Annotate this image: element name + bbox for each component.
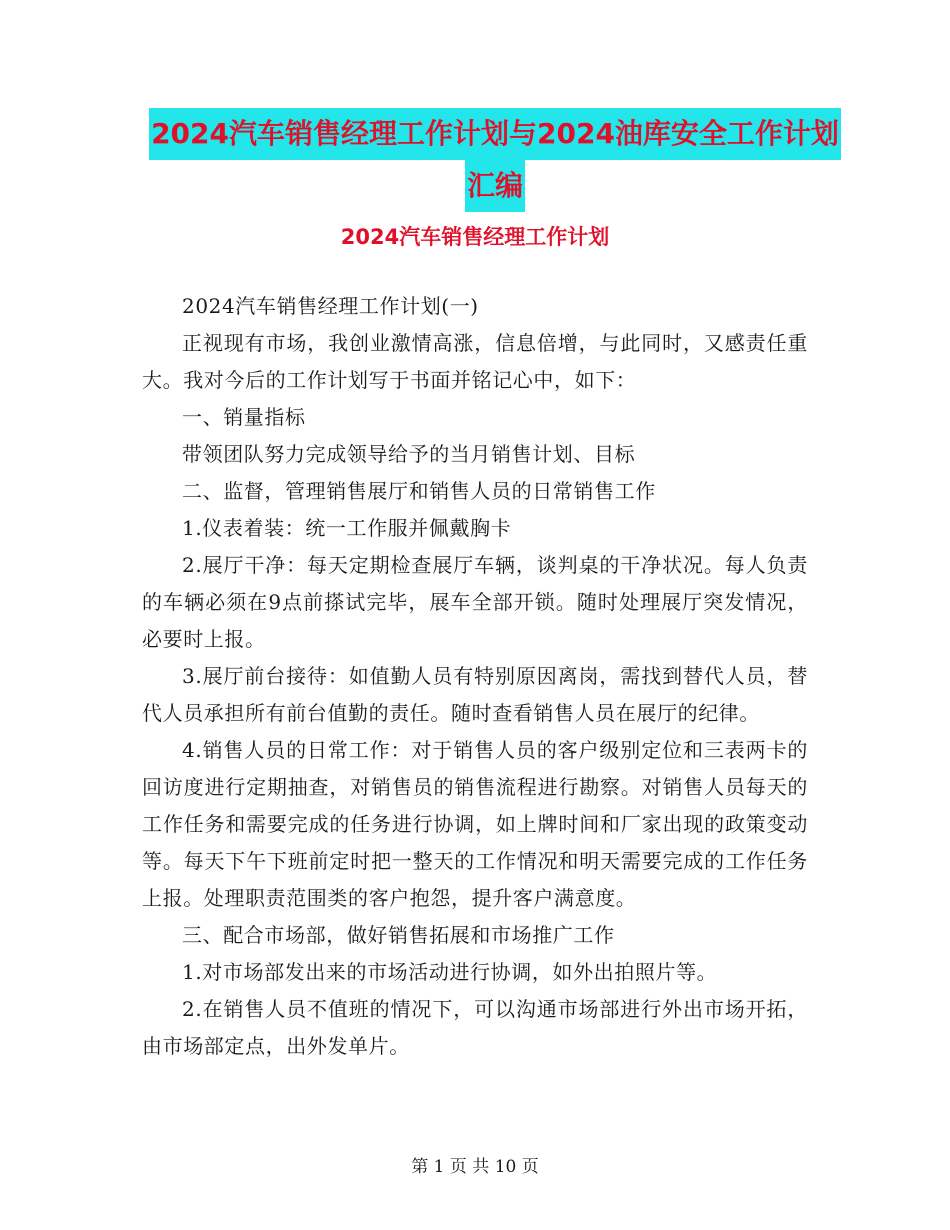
section-heading: 2024汽车销售经理工作计划 bbox=[340, 225, 610, 249]
document-title-line-1: 2024汽车销售经理工作计划与2024油库安全工作计划 bbox=[149, 108, 841, 160]
document-title bbox=[140, 108, 850, 212]
paragraph: 一、销量指标 bbox=[182, 405, 306, 429]
paragraph: 4.销售人员的日常工作：对于销售人员的客户级别定位和三表两卡的回访度进行定期抽查，对销售员的销售流程进行勘察。对销售人员每天的工作任务和需要完成的任务进行协调，如上牌时间和厂家出现的政策变动等。每天下午下班前定时把一整天的工作情况和明天需要完成的工作任务上报。处理职责范围类的客户抱怨，提升客户满意度。 bbox=[142, 738, 808, 910]
paragraph: 2024汽车销售经理工作计划(一) bbox=[182, 294, 479, 318]
document-title-line-2: 汇编 bbox=[465, 160, 525, 212]
paragraph: 2.展厅干净：每天定期检查展厅车辆，谈判桌的干净状况。每人负责的车辆必须在9点前搽试完毕，展车全部开锁。随时处理展厅突发情况，必要时上报。 bbox=[142, 553, 808, 651]
page-footer: 第 1 页 共 10 页 bbox=[411, 1157, 539, 1177]
paragraph: 带领团队努力完成领导给予的当月销售计划、目标 bbox=[182, 442, 636, 466]
paragraph: 2.在销售人员不值班的情况下，可以沟通市场部进行外出市场开拓，由市场部定点，出外发单片。 bbox=[142, 997, 808, 1058]
paragraph: 正视现有市场，我创业激情高涨，信息倍增，与此同时，又感责任重大。我对今后的工作计划写于书面并铭记心中，如下： bbox=[142, 331, 808, 392]
paragraph: 1.对市场部发出来的市场活动进行协调，如外出拍照片等。 bbox=[182, 960, 718, 984]
paragraph: 3.展厅前台接待：如值勤人员有特别原因离岗，需找到替代人员，替代人员承担所有前台值勤的责任。随时查看销售人员在展厅的纪律。 bbox=[142, 664, 808, 725]
paragraph: 三、配合市场部，做好销售拓展和市场推广工作 bbox=[182, 923, 615, 947]
paragraph: 二、监督，管理销售展厅和销售人员的日常销售工作 bbox=[182, 479, 656, 503]
document-body bbox=[142, 288, 808, 1065]
paragraph: 1.仪表着装：统一工作服并佩戴胸卡 bbox=[182, 516, 512, 540]
